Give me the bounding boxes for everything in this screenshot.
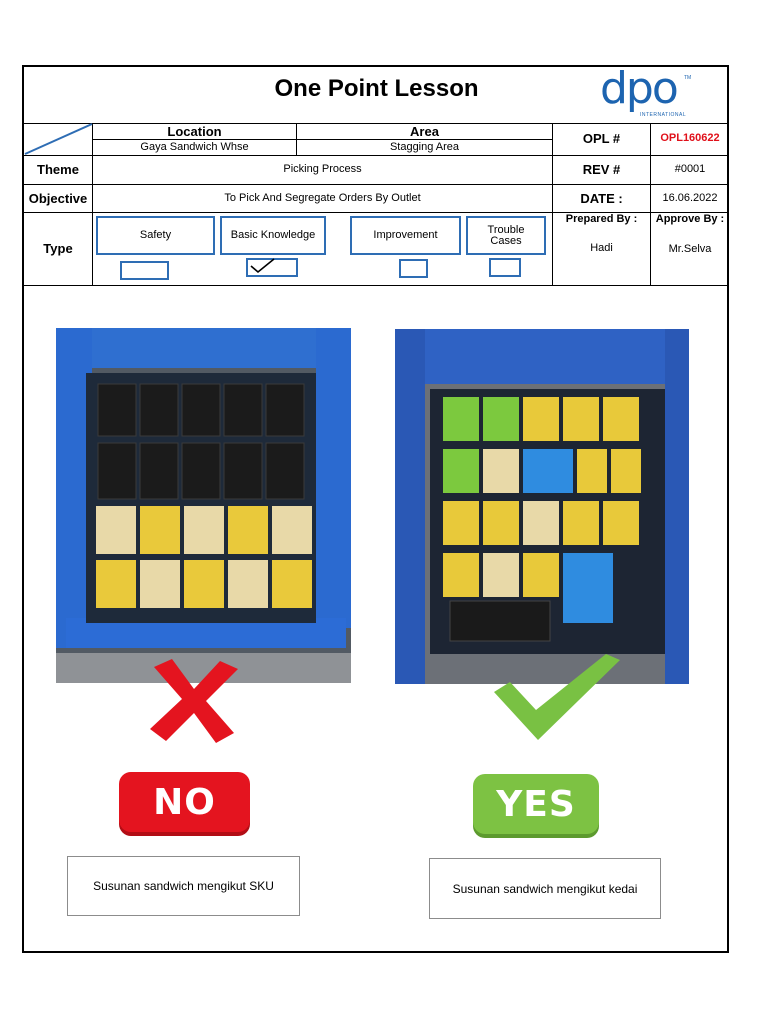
no-badge-label: NO <box>153 781 216 823</box>
type-trouble-cases-label: Trouble Cases <box>487 223 525 247</box>
wrong-caption-box <box>67 856 300 916</box>
type-trouble-cases-box <box>466 216 546 255</box>
opl-value: OPL160622 <box>660 132 720 144</box>
logo-text: dpo <box>600 63 677 114</box>
type-safety-box <box>96 216 215 255</box>
improvement-checkbox[interactable] <box>399 259 428 278</box>
type-label: Type <box>43 241 73 256</box>
page-title: One Point Lesson <box>274 75 479 102</box>
yes-badge <box>473 774 599 834</box>
opl-label: OPL # <box>582 131 621 146</box>
type-improvement-box <box>350 216 461 255</box>
date-value: 16.06.2022 <box>662 192 718 204</box>
logo-tm: TM <box>684 75 692 81</box>
approve-by-label: Approve By : <box>655 213 725 225</box>
right-caption-box <box>429 858 661 919</box>
prepared-by-value: Hadi <box>590 242 613 254</box>
logo-subtitle: INTERNATIONAL <box>640 112 687 118</box>
area-value: Stagging Area <box>389 141 460 153</box>
area-label: Area <box>410 124 439 139</box>
header-diagonal <box>24 123 93 155</box>
trouble-cases-checkbox[interactable] <box>489 258 521 277</box>
prepared-by-label: Prepared By : <box>565 213 638 225</box>
wrong-caption: Susunan sandwich mengikut SKU <box>93 879 274 893</box>
wrong-arrangement-photo <box>56 328 351 683</box>
theme-value: Picking Process <box>283 163 362 175</box>
safety-checkbox[interactable] <box>120 261 169 280</box>
type-safety-label: Safety <box>139 229 172 241</box>
yes-badge-label: YES <box>496 783 576 825</box>
type-basic-knowledge-box <box>220 216 326 255</box>
location-value: Gaya Sandwich Whse <box>140 141 249 153</box>
rev-value: #0001 <box>674 163 706 175</box>
rev-label: REV # <box>582 162 621 177</box>
opl-sheet <box>22 65 729 953</box>
objective-value: To Pick And Segregate Orders By Outlet <box>224 192 421 204</box>
checkmark-icon <box>248 256 278 276</box>
basic-knowledge-checkbox[interactable] <box>246 258 298 277</box>
dpo-logo <box>600 63 700 121</box>
objective-label: Objective <box>28 191 88 206</box>
date-label: DATE : <box>580 191 623 206</box>
approve-by-value: Mr.Selva <box>668 243 712 255</box>
cross-icon <box>144 655 244 745</box>
no-badge <box>119 772 250 832</box>
type-improvement-label: Improvement <box>373 229 438 241</box>
right-arrangement-photo <box>395 329 689 684</box>
right-caption: Susunan sandwich mengikut kedai <box>452 881 638 896</box>
location-label: Location <box>167 124 222 139</box>
type-basic-knowledge-label: Basic Knowledge <box>230 229 316 241</box>
check-icon <box>490 652 624 744</box>
theme-label: Theme <box>37 162 79 177</box>
